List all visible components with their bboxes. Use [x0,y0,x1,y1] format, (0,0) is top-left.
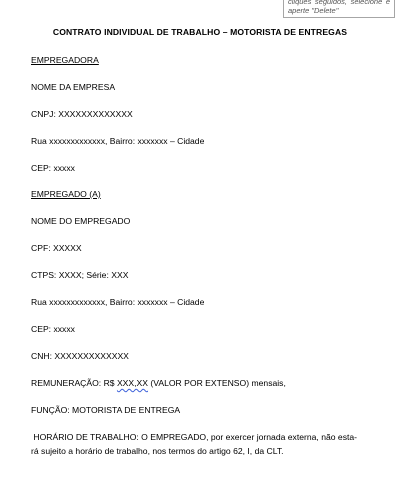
employee-heading: EMPREGADO (A) [31,189,101,199]
employer-cep: CEP: xxxxx [31,163,75,173]
schedule-line-1: HORÁRIO DE TRABALHO: O EMPREGADO, por exercer jornada externa, não esta- [31,432,358,442]
employer-name: NOME DA EMPRESA [31,82,116,92]
remuneration-suffix: (VALOR POR EXTENSO) mensais, [148,378,286,388]
comment-tooltip [283,0,395,18]
contract-title: CONTRATO INDIVIDUAL DE TRABALHO – MOTORISTA DE ENTREGAS [52,27,348,37]
employer-heading: EMPREGADORA [31,55,99,65]
employee-address: Rua xxxxxxxxxxxxx, Bairro: xxxxxxx – Cidade [31,297,205,307]
schedule-paragraph [31,430,371,458]
employee-cnh: CNH: XXXXXXXXXXXXX [31,351,129,361]
employer-address: Rua xxxxxxxxxxxxx, Bairro: xxxxxxx – Cidade [31,136,205,146]
function-line: FUNÇÃO: MOTORISTA DE ENTREGA [31,405,181,415]
employee-ctps: CTPS: XXXX; Série: XXX [31,270,129,280]
employee-name: NOME DO EMPREGADO [31,216,131,226]
employee-cpf: CPF: XXXXX [31,243,82,253]
schedule-line-2: rá sujeito a horário de trabalho, nos termos do artigo 62, I, da CLT. [31,446,284,456]
employer-cnpj: CNPJ: XXXXXXXXXXXXX [31,109,133,119]
comment-tooltip-text: cliques seguidos, selecione e aperte "Delete" [288,0,390,15]
employee-cep: CEP: xxxxx [31,324,75,334]
remuneration-amount: XXX,XX [116,378,149,388]
remuneration-line [31,378,286,388]
remuneration-prefix: REMUNERAÇÃO: R$ [31,378,117,388]
